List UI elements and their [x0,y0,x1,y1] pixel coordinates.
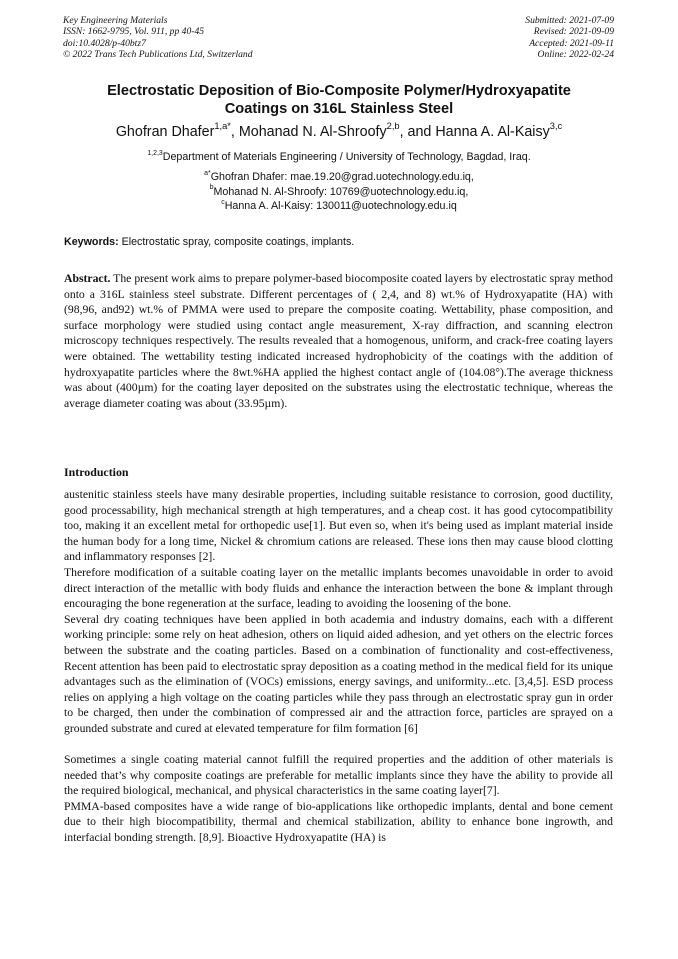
email-text: Hanna A. Al-Kaisy: 130011@uotechnology.edu.iq [224,200,457,213]
email-sup: c [221,198,225,206]
introduction-body [64,487,613,846]
email-sup: a* [204,169,211,177]
author-1-name: Ghofran Dhafer [115,124,215,140]
date-revised: Revised: 2021-09-09 [533,26,614,38]
keywords [64,235,624,249]
paper-title [60,82,618,118]
keywords-label: Keywords: [64,236,119,248]
title-line-2: Coatings on 316L Stainless Steel [224,101,454,117]
author-emails [40,170,638,214]
abstract-label: Abstract. [64,272,111,285]
author-2-name: Mohanad N. Al-Shroofy [238,124,387,140]
affiliation [40,150,638,164]
email-line [40,170,638,185]
title-line-1: Electrostatic Deposition of Bio-Composite Polymer/Hydroxyapatite [107,83,571,99]
author-3-name: Hanna A. Al-Kaisy [435,124,550,140]
paragraph: Several dry coating techniques have been applied in both academia and industry domains, each with a different working principle: some rely on heat adhesion, others on liquid aided adhesion, and yet others on the electric forces between the substrate and the coating particles. Based on a combination of functionality and cost-effectiveness, Recent attention has been paid to electrostatic spray deposition as a coating method in the medical field for its unique advantages such as the elimination of (VOCs) emissions, energy savings, and uniformity...etc. [3,4,5]. ESD process relies on applying a high voltage on the coating particles while they pass through an electrostatic spray gun in order to be charged, then under the combination of compressed air and the attraction force, particles are sprayed on a grounded substrate and cured at elevated temperature for film formation [6] [64,612,613,735]
affiliation-sup: 1,2,3 [147,149,163,157]
author-3-sup: 3,c [549,121,563,132]
email-text: Ghofran Dhafer: mae.19.20@grad.uotechnology.edu.iq, [210,171,474,183]
author-list [40,123,638,141]
journal-doi: doi:10.4028/p-40btz7 [63,37,146,49]
journal-copyright: © 2022 Trans Tech Publications Ltd, Switzerland [63,49,253,61]
abstract-text: The present work aims to prepare polymer-based biocomposite coated layers by electrostatic spray method onto a 316L stainless steel substrate. Different percentages of ( 2,4, and 8) wt.% of Hydroxyapatite (HA) with (98,96, and92) wt.% of PMMA were used to prepare the composite coating. Wettability, phase composition, and surface morphology were studied using contact angle measurement, X-ray diffraction, and scanning electron microscopy techniques respectively. The results revealed that a homogenous, uniform, and crack-free coating layers were obtained. The wettability testing indicated increased hydrophobicity of the coatings with the addition of hydroxyapatite particles where the 8wt.%HA applied the highest contact angle of (104.08°).The average thickness was about (400µm) for the coating layer deposited on the substrates using the electrostatic technique, whereas the average diameter coating was about (33.95µm). [64,272,613,410]
submission-dates [525,15,614,61]
email-line [40,199,638,214]
keywords-text: Electrostatic spray, composite coatings, implants. [118,236,355,248]
email-text: Mohanad N. Al-Shroofy: 10769@uotechnology.edu.iq, [213,185,469,198]
paragraph: PMMA-based composites have a wide range of bio-applications like orthopedic implants, dental and bone cement due to their high biocompatibility, thermal and chemical stabilization, ability to enhance bone ingrowth, and interfacial bonding strength. [8,9]. Bioactive Hydroxyapatite (HA) is [64,799,613,845]
abstract [64,271,613,411]
author-sep-2: , and [399,124,436,140]
author-2-sup: 2,b [386,121,400,132]
date-online: Online: 2022-02-24 [537,49,614,61]
journal-info [63,15,253,61]
date-submitted: Submitted: 2021-07-09 [525,15,614,26]
email-line [40,185,638,200]
journal-issn: ISSN: 1662-9795, Vol. 911, pp 40-45 [63,26,205,38]
author-sep-1: , [230,124,239,140]
section-heading-introduction: Introduction [64,465,129,479]
paragraph: Sometimes a single coating material cannot fulfill the required properties and the addition of other materials is needed that’s why composite coatings are preferable for metallic implants since they have the ability to provide all the required biological, mechanical, and physical characteristics in the same coating layer[7]. [64,753,613,798]
paragraph: Therefore modification of a suitable coating layer on the metallic implants becomes unavoidable in order to avoid direct interaction of the metallic with body fluids and enhance the interaction between the bone & implant through encouraging the bone regeneration at the surface, leading to avoiding the loosening of the bone. [64,565,613,611]
journal-name: Key Engineering Materials [63,15,168,26]
email-sup: b [209,184,214,192]
date-accepted: Accepted: 2021-09-11 [529,37,614,49]
author-1-sup: 1,a* [214,121,231,132]
affiliation-text: Department of Materials Engineering / University of Technology, Bagdad, Iraq. [162,151,531,163]
paragraph: austenitic stainless steels have many desirable properties, including suitable resistance to corrosion, good ductility, good processability, high mechanical strength at high temperatures, and a cheap cost. it has good cytocompatibility too, making it an excellent metal for orthopedic use[1]. But even so, when it's being used as implant material inside the human body for a long time, Nickel & chromium cations are released. These ions then may cause blood clotting and inflammatory responses [2]. [64,488,613,564]
